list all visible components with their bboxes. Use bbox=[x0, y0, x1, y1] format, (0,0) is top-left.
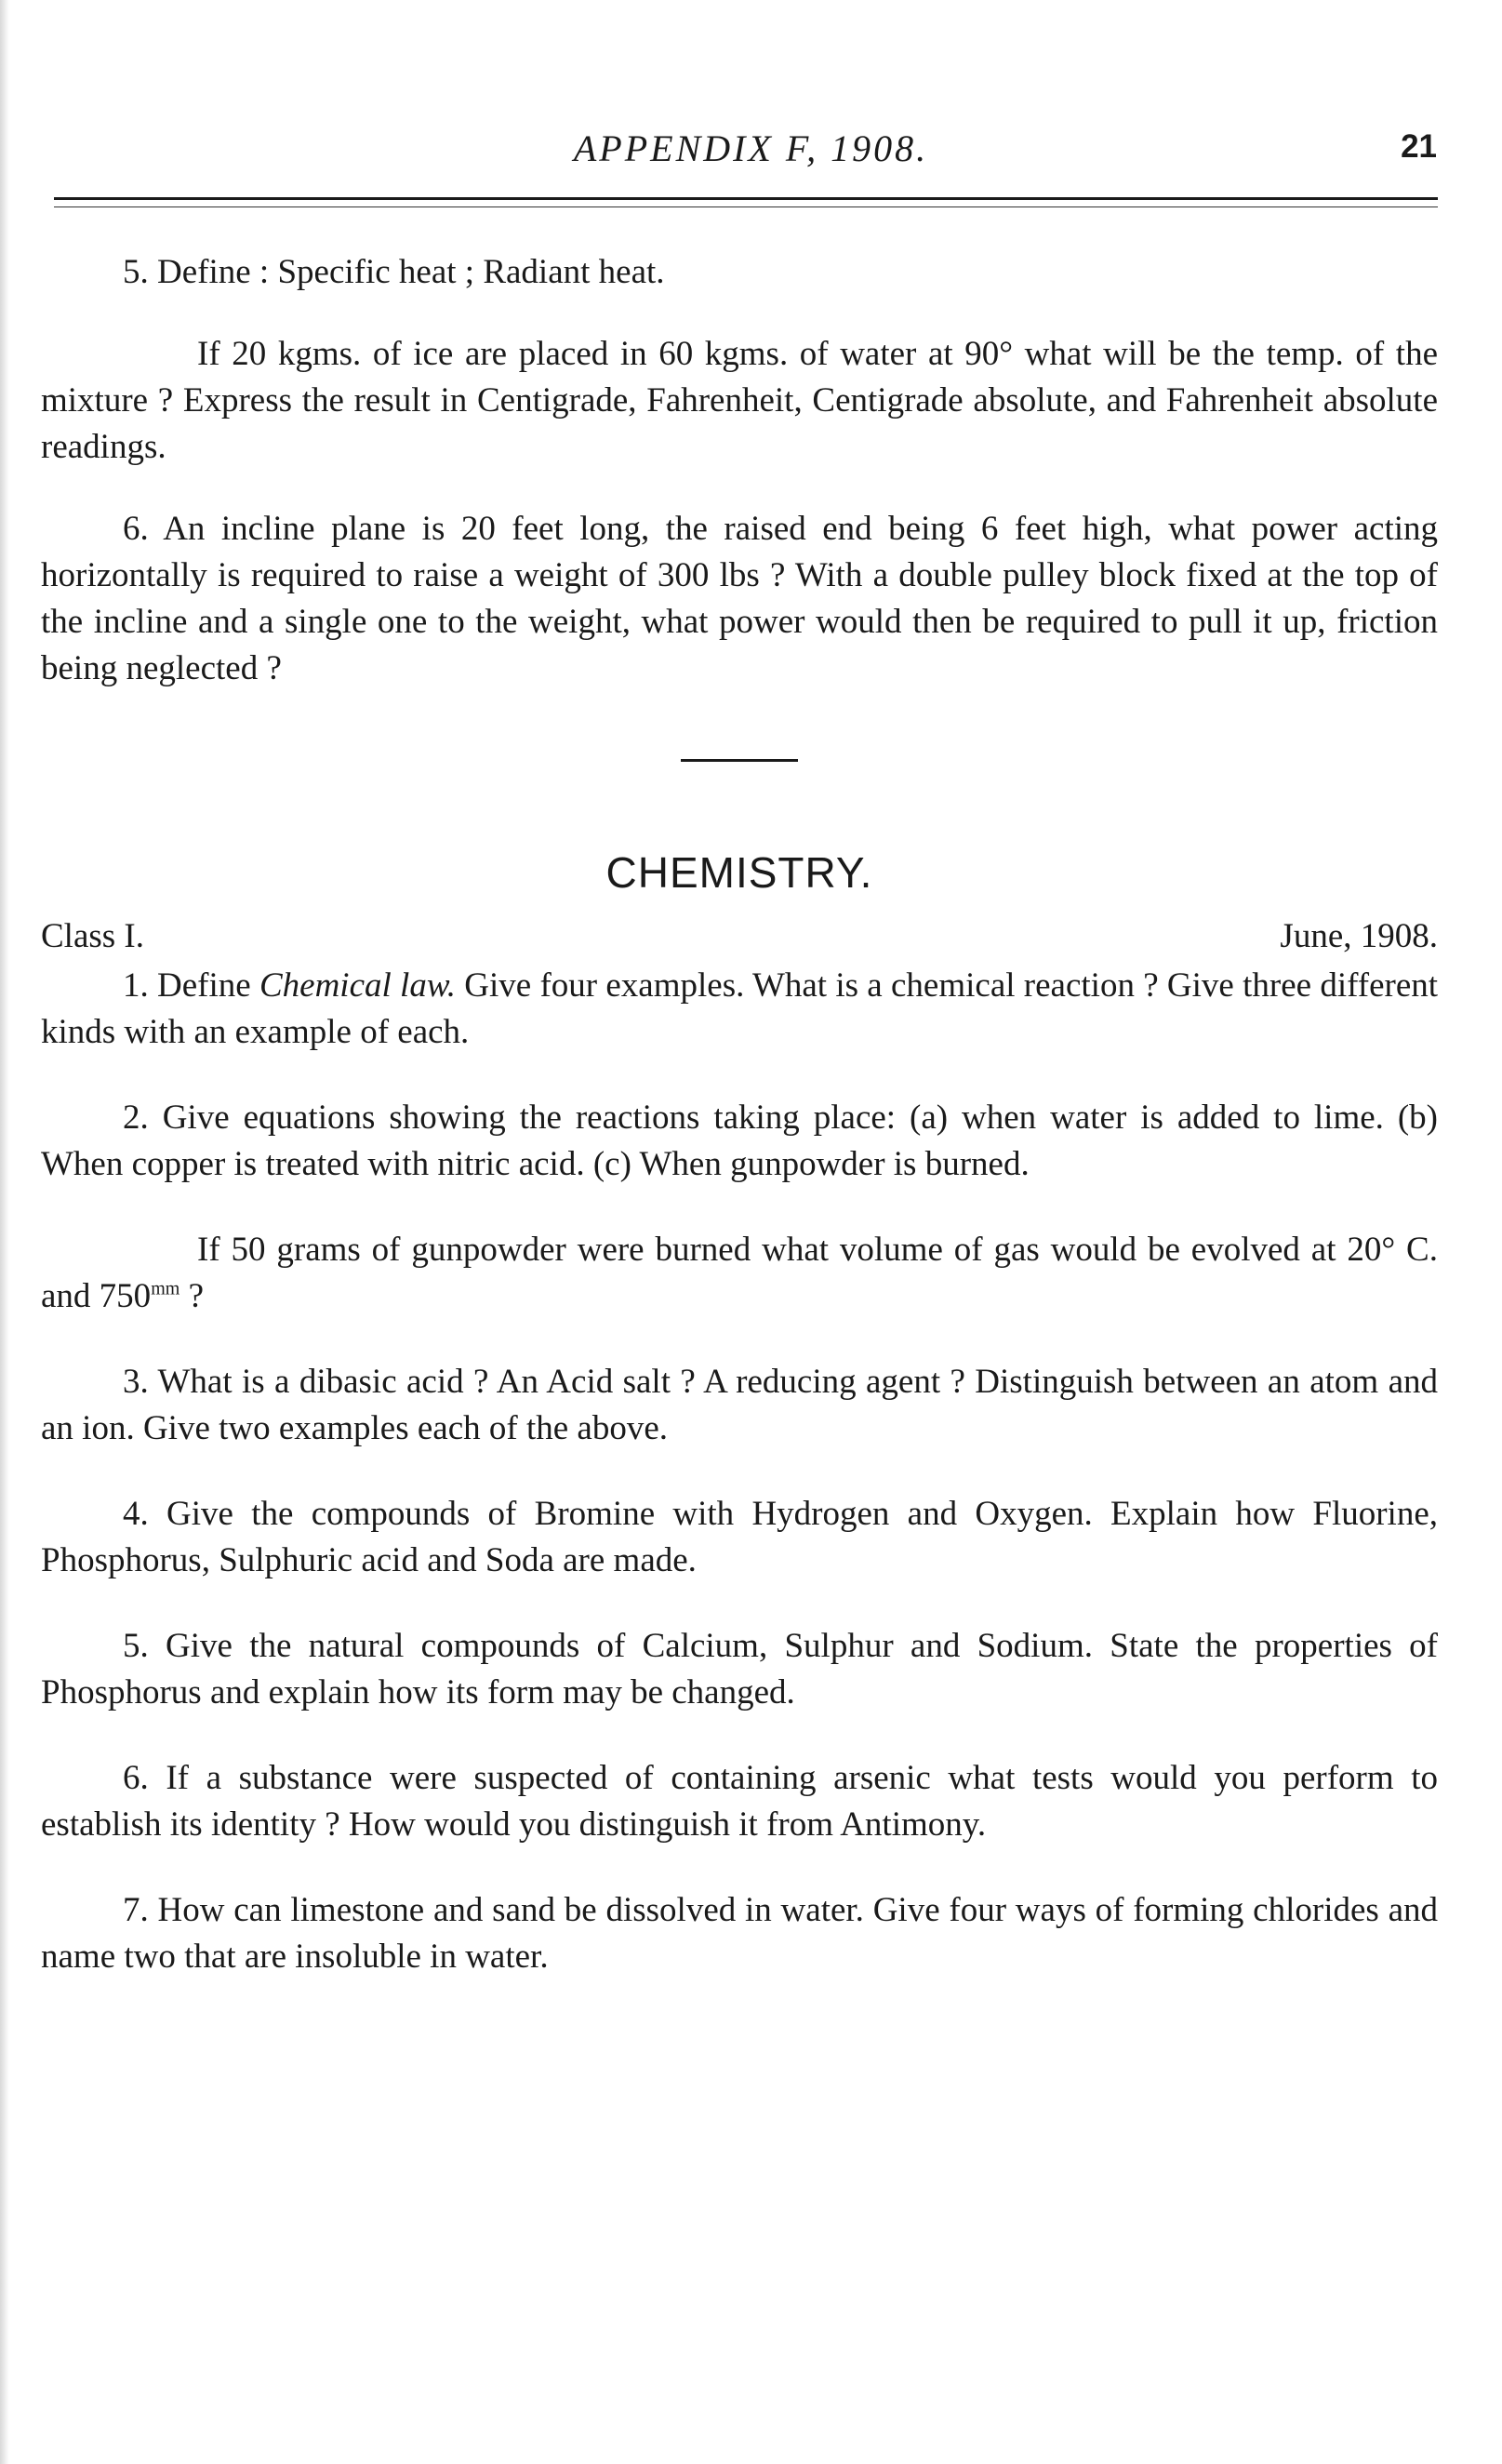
problem-text: If 50 grams of gunpowder were burned what volume of gas would be evolved at 20° C. and 750 bbox=[41, 1231, 1438, 1315]
question-number: 5. bbox=[123, 253, 149, 291]
chemistry-question-6 bbox=[41, 1755, 1438, 1848]
question-number: 7. bbox=[123, 1891, 149, 1929]
question-number: 2. bbox=[123, 1099, 149, 1137]
chemistry-question-7 bbox=[41, 1887, 1438, 1980]
running-head bbox=[0, 127, 1502, 182]
question-number: 1. bbox=[123, 966, 149, 1005]
chemistry-question-3 bbox=[41, 1359, 1438, 1452]
problem-units: mm bbox=[151, 1278, 180, 1299]
class-date-line bbox=[41, 911, 1438, 963]
question-text: How can limestone and sand be dissolved in water. Give four ways of forming chlorides and name two that are insoluble in water. bbox=[41, 1891, 1438, 1976]
question-number: 5. bbox=[123, 1627, 149, 1665]
question-number: 3. bbox=[123, 1363, 149, 1401]
question-italic-term: Chemical law. bbox=[259, 966, 457, 1005]
chemistry-question-1 bbox=[41, 963, 1438, 1056]
physics-question-5-problem: If 20 kgms. of ice are placed in 60 kgms. of water at 90° what will be the temp. of the mixture ? Express the result in Centigrade, Fahrenheit, Centigrade absolute, and Fahrenheit absolute readings. bbox=[41, 335, 1438, 466]
header-rule-thick bbox=[54, 197, 1438, 200]
section-title-chemistry: CHEMISTRY. bbox=[605, 848, 873, 897]
question-text: Give equations showing the reactions taking place: (a) when water is added to lime. (b) When copper is treated with nitric acid. (c) When gunpowder is burned. bbox=[41, 1099, 1439, 1183]
exam-date: June, 1908. bbox=[1280, 917, 1438, 955]
question-text: Give the compounds of Bromine with Hydrogen and Oxygen. Explain how Fluorine, Phosphorus, Sulphuric acid and Soda are made. bbox=[41, 1495, 1439, 1579]
physics-question-6 bbox=[41, 506, 1438, 692]
header-rule-thin bbox=[54, 206, 1438, 207]
running-title: APPENDIX F, 1908. bbox=[573, 127, 929, 169]
question-text: Define : Specific heat ; Radiant heat. bbox=[157, 253, 665, 291]
question-text: Give the natural compounds of Calcium, Sulphur and Sodium. State the properties of Phosphorus and explain how its form may be changed. bbox=[41, 1627, 1438, 1711]
problem-end: ? bbox=[179, 1277, 204, 1315]
question-text: If a substance were suspected of containing arsenic what tests would you perform to establish its identity ? How would you distinguish it from Antimony. bbox=[41, 1759, 1439, 1844]
question-text: What is a dibasic acid ? An Acid salt ? A reducing agent ? Distinguish between an atom and an ion. Give two examples each of the above. bbox=[41, 1363, 1438, 1447]
class-label: Class I. bbox=[41, 917, 144, 955]
question-number: 4. bbox=[123, 1495, 149, 1533]
question-number: 6. bbox=[123, 510, 149, 548]
section-separator bbox=[681, 759, 798, 762]
page-edge-shadow bbox=[0, 0, 9, 2464]
question-text: An incline plane is 20 feet long, the raised end being 6 feet high, what power acting horizontally is required to raise a weight of 300 lbs ? With a double pulley block fixed at the top of the incline and a single one to the weight, what power would then be required to pull it up, friction being neglected ? bbox=[41, 510, 1439, 687]
page-content bbox=[41, 249, 1438, 1980]
question-lead: Define bbox=[157, 966, 259, 1005]
chemistry-question-5 bbox=[41, 1623, 1438, 1716]
chemistry-question-2 bbox=[41, 1095, 1438, 1188]
physics-question-5 bbox=[41, 249, 1438, 296]
chemistry-question-2-problem bbox=[41, 1227, 1438, 1320]
question-number: 6. bbox=[123, 1759, 149, 1797]
page-number: 21 bbox=[1401, 128, 1437, 165]
chemistry-question-4 bbox=[41, 1491, 1438, 1584]
question-text: Give four examples. What is a chemical reaction ? Give three different kinds with an example of each. bbox=[41, 966, 1439, 1051]
